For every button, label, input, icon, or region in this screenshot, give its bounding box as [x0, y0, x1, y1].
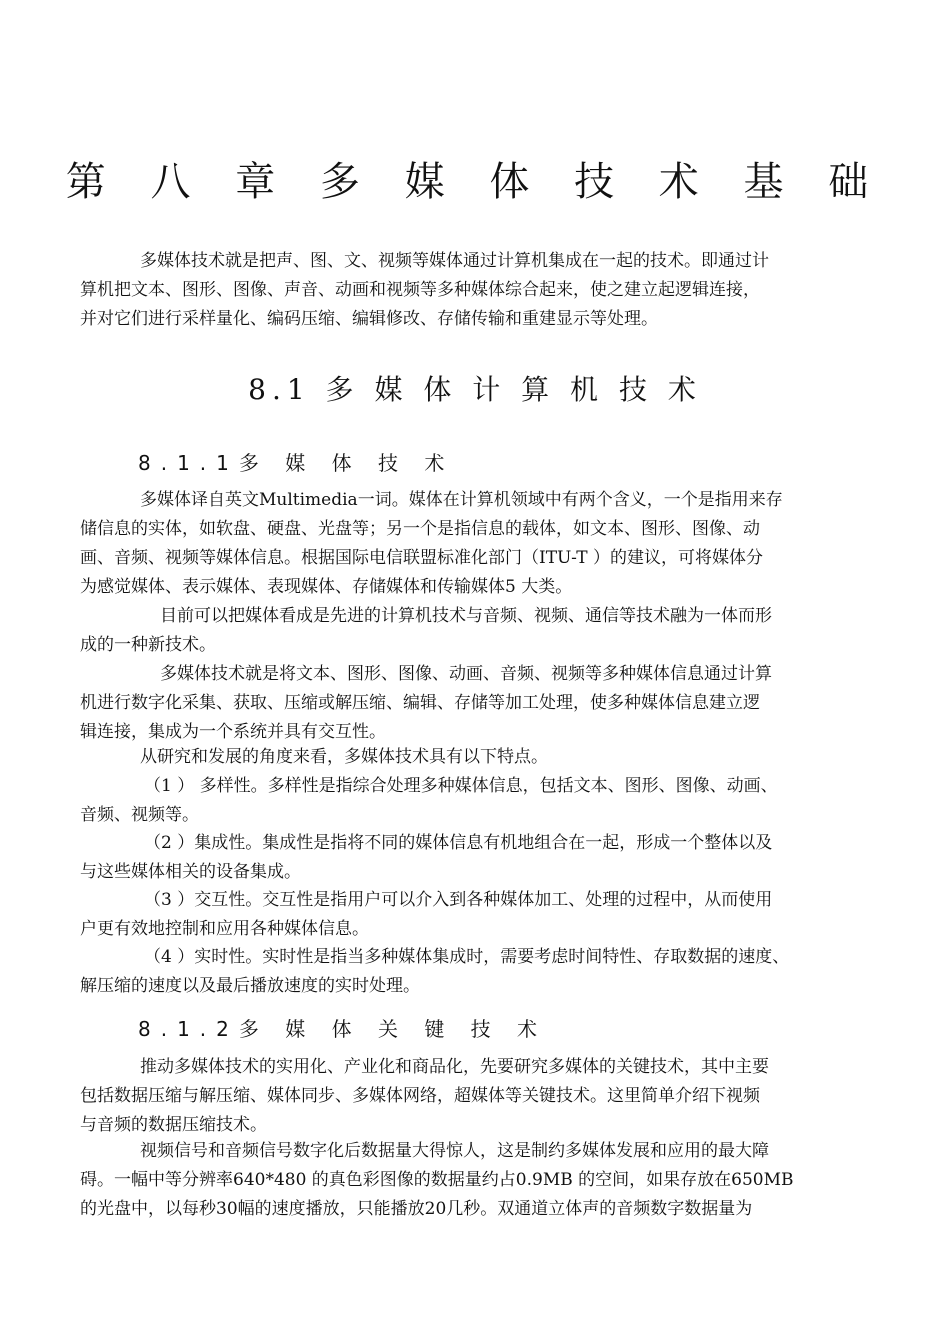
text-line: 的光盘中，以每秒30幅的速度播放，只能播放20几秒。双通道立体声的音频数字数据量为 — [80, 1199, 753, 1219]
subsection-title-8-1-1: 8.1.1多 媒 体 技 术 — [138, 451, 455, 475]
paragraph-processing — [80, 660, 890, 747]
section-title-8-1: 8.1 多 媒 体 计 算 机 技 术 — [248, 373, 702, 406]
text-line: 目前可以把媒体看成是先进的计算机技术与音频、视频、通信等技术融为一体而形 — [160, 606, 772, 626]
text-line: 机进行数字化采集、获取、压缩或解压缩、编辑、存储等加工处理，使多种媒体信息建立逻 — [80, 693, 760, 713]
text-line: 并对它们进行采样量化、编码压缩、编辑修改、存储传输和重建显示等处理。 — [80, 309, 658, 329]
text-line: 多媒体技术就是把声、图、文、视频等媒体通过计算机集成在一起的技术。即通过计 — [140, 251, 769, 271]
text-line: 解压缩的速度以及最后播放速度的实时处理。 — [80, 976, 420, 996]
text-line: 包括数据压缩与解压缩、媒体同步、多媒体网络，超媒体等关键技术。这里简单介绍下视频 — [80, 1086, 760, 1106]
text-line: 画、音频、视频等媒体信息。根据国际电信联盟标准化部门（ITU-T ）的建议，可将媒体分 — [80, 548, 763, 568]
text-line: 从研究和发展的角度来看，多媒体技术具有以下特点。 — [140, 747, 548, 767]
text-line: 储信息的实体，如软盘、硬盘、光盘等；另一个是指信息的载体，如文本、图形、图像、动 — [80, 519, 760, 539]
feature-item-diversity — [80, 772, 890, 830]
intro-paragraph — [80, 247, 890, 334]
text-line: 视频信号和音频信号数字化后数据量大得惊人，这是制约多媒体发展和应用的最大障 — [140, 1141, 769, 1161]
feature-item-realtime — [80, 943, 890, 1001]
paragraph-media-definition — [80, 486, 890, 602]
text-line: 多媒体译自英文Multimedia一词。媒体在计算机领域中有两个含义，一个是指用来存 — [140, 490, 783, 510]
text-line: （4 ）实时性。实时性是指当多种媒体集成时，需要考虑时间特性、存取数据的速度、 — [144, 947, 790, 967]
text-line: 音频、视频等。 — [80, 805, 199, 825]
paragraph-features-intro — [80, 743, 890, 772]
text-line: 算机把文本、图形、图像、声音、动画和视频等多种媒体综合起来，使之建立起逻辑连接， — [80, 280, 760, 300]
text-line: 与这些媒体相关的设备集成。 — [80, 862, 301, 882]
chapter-title: 第 八 章 多 媒 体 技 术 基 础 — [65, 159, 885, 205]
text-line: 多媒体技术就是将文本、图形、图像、动画、音频、视频等多种媒体信息通过计算 — [160, 664, 772, 684]
paragraph-key-technologies — [80, 1053, 890, 1140]
text-line: 碍。一幅中等分辨率640*480 的真色彩图像的数据量约占0.9MB 的空间，如果存放在650MB — [80, 1170, 794, 1190]
text-line: 辑连接，集成为一个系统并具有交互性。 — [80, 722, 386, 742]
text-line: （2 ）集成性。集成性是指将不同的媒体信息有机地组合在一起，形成一个整体以及 — [144, 833, 773, 853]
text-line: 推动多媒体技术的实用化、产业化和商品化，先要研究多媒体的关键技术，其中主要 — [140, 1057, 769, 1077]
text-line: （1 ） 多样性。多样性是指综合处理多种媒体信息，包括文本、图形、图像、动画、 — [144, 776, 778, 796]
subsection-title-8-1-2: 8.1.2多 媒 体 关 键 技 术 — [138, 1017, 548, 1041]
feature-item-integration — [80, 829, 890, 887]
text-line: 户更有效地控制和应用各种媒体信息。 — [80, 919, 369, 939]
text-line: 为感觉媒体、表示媒体、表现媒体、存储媒体和传输媒体5 大类。 — [80, 577, 573, 597]
text-line: 成的一种新技术。 — [80, 635, 216, 655]
paragraph-data-volume — [80, 1137, 890, 1224]
paragraph-new-technology — [80, 602, 890, 660]
text-line: 与音频的数据压缩技术。 — [80, 1115, 267, 1135]
text-line: （3 ）交互性。交互性是指用户可以介入到各种媒体加工、处理的过程中，从而使用 — [144, 890, 773, 910]
feature-item-interactivity — [80, 886, 890, 944]
